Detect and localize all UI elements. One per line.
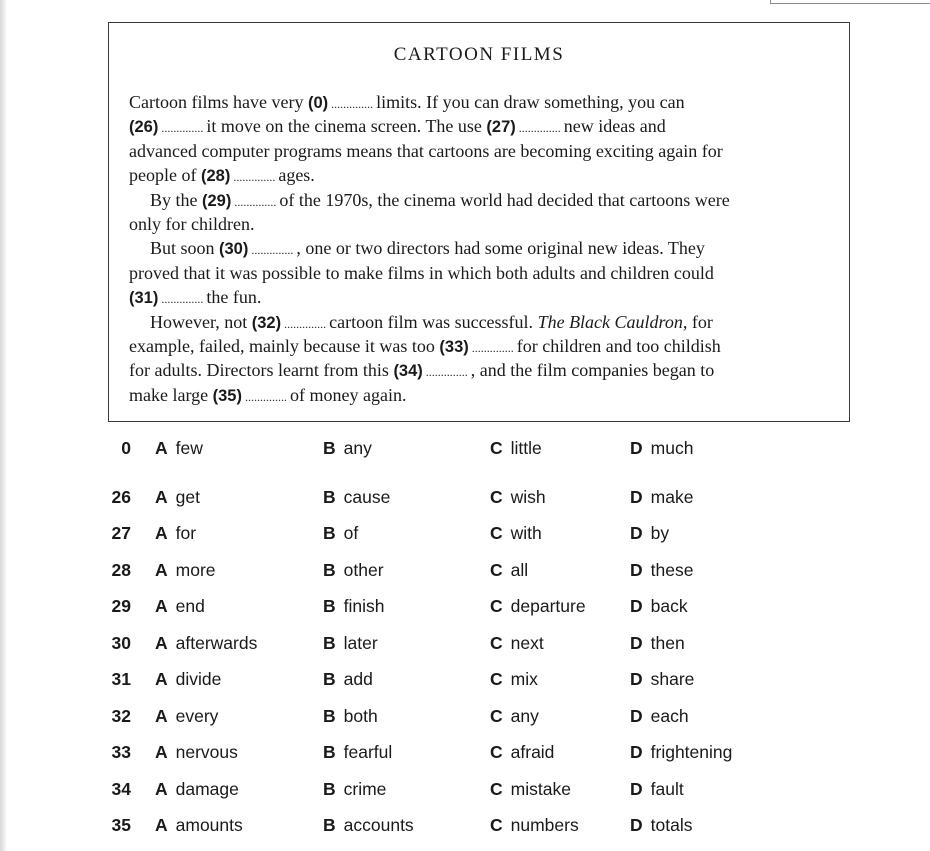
option-letter: B [323, 523, 336, 543]
passage-fragment: example, failed, mainly because it was too [129, 335, 440, 356]
option-letter: C [490, 669, 503, 689]
passage-fragment: But soon [150, 238, 220, 259]
option-letter: B [323, 779, 336, 799]
option-word: totals [650, 815, 693, 835]
option-letter: A [155, 815, 168, 835]
option-d[interactable] [630, 779, 684, 800]
option-letter: B [323, 560, 336, 580]
option-word: share [650, 669, 695, 689]
passage-fragment: , for [682, 311, 713, 332]
option-word: crime [343, 779, 387, 799]
option-row [0, 487, 930, 513]
option-letter: D [630, 523, 643, 543]
option-letter: A [155, 669, 168, 689]
passage-line [129, 188, 839, 212]
option-letter: D [630, 487, 643, 507]
option-letter: A [155, 560, 168, 580]
question-number: 27 [111, 523, 131, 543]
option-b[interactable] [323, 815, 414, 836]
option-a[interactable] [155, 487, 200, 508]
option-c[interactable] [490, 633, 544, 654]
option-c[interactable] [490, 596, 586, 617]
option-d[interactable] [630, 706, 689, 727]
option-letter: A [155, 487, 168, 507]
option-c[interactable] [490, 438, 542, 459]
option-d[interactable] [630, 742, 732, 763]
option-d[interactable] [630, 669, 694, 690]
passage-fragment: , and the film companies began to [470, 360, 715, 381]
option-b[interactable] [323, 706, 378, 727]
option-letter: C [490, 596, 503, 616]
question-number: 33 [111, 742, 131, 762]
option-letter: C [490, 633, 503, 653]
option-word: later [343, 633, 378, 653]
option-letter: B [323, 438, 336, 458]
passage-box [108, 22, 850, 422]
film-title: The Black Cauldron [537, 311, 683, 332]
option-word: mix [510, 669, 538, 689]
option-b[interactable] [323, 779, 386, 800]
gap-blank: .............. [328, 97, 377, 111]
option-letter: B [323, 596, 336, 616]
gap-blank: .............. [281, 316, 330, 331]
option-d[interactable] [630, 815, 692, 836]
option-letter: D [630, 438, 643, 458]
option-row [0, 706, 930, 732]
option-word: little [510, 438, 542, 458]
option-word: then [650, 633, 685, 653]
option-word: accounts [343, 815, 414, 835]
option-word: with [510, 523, 542, 543]
option-d[interactable] [630, 633, 685, 654]
option-a[interactable] [155, 779, 239, 800]
option-word: all [510, 560, 529, 580]
option-a[interactable] [155, 815, 243, 836]
question-number: 30 [111, 633, 131, 653]
option-letter: C [490, 815, 503, 835]
option-a[interactable] [155, 596, 205, 617]
gap-number: (30) [219, 240, 249, 259]
option-b[interactable] [323, 523, 358, 544]
passage-fragment: ages. [278, 165, 315, 186]
option-d[interactable] [630, 438, 693, 459]
option-word: numbers [510, 815, 579, 835]
option-word: afterwards [175, 633, 258, 653]
passage-fragment: proved that it was possible to make films in which both adults and children could [129, 262, 714, 283]
option-word: afraid [510, 742, 555, 762]
passage-fragment: limits. If you can draw something, you can [376, 92, 685, 112]
gap-blank: .............. [241, 389, 290, 404]
gap-number: (26) [129, 118, 159, 137]
corner-line [770, 0, 930, 4]
option-c[interactable] [490, 560, 528, 581]
gap-blank: .............. [422, 365, 471, 380]
option-word: damage [175, 779, 239, 799]
option-word: departure [510, 596, 586, 616]
option-letter: C [490, 523, 503, 543]
page-title: CARTOON FILMS [393, 44, 565, 65]
option-word: add [343, 669, 373, 689]
option-a[interactable] [155, 633, 257, 654]
passage-fragment: for adults. Directors learnt from this [129, 360, 394, 381]
option-a[interactable] [155, 706, 218, 727]
question-number: 31 [111, 669, 131, 689]
passage-fragment: the fun. [206, 287, 262, 308]
option-letter: A [155, 742, 168, 762]
option-word: of [343, 523, 359, 543]
passage-line [129, 114, 839, 138]
passage-fragment: of the 1970s, the cinema world had decided that cartoons were [279, 189, 730, 210]
option-word: fault [650, 779, 684, 799]
passage-line [129, 139, 839, 163]
option-letter: D [630, 669, 643, 689]
option-a[interactable] [155, 438, 203, 459]
gap-number: (31) [129, 289, 159, 308]
passage-line [129, 310, 839, 334]
option-word: get [175, 487, 200, 507]
question-number: 34 [111, 779, 131, 799]
gap-number: (35) [212, 386, 242, 405]
passage-line [129, 334, 839, 358]
passage-fragment: , one or two directors had some original new ideas. They [296, 238, 705, 259]
option-c[interactable] [490, 815, 579, 836]
gap-blank: .............. [248, 243, 297, 258]
option-c[interactable] [490, 742, 554, 763]
option-letter: B [323, 815, 336, 835]
option-a[interactable] [155, 742, 238, 763]
passage-fragment: people of [129, 165, 201, 186]
passage-fragment: only for children. [129, 213, 255, 234]
option-c[interactable] [490, 523, 542, 544]
option-letter: B [323, 706, 336, 726]
option-word: end [175, 596, 205, 616]
option-letter: B [323, 633, 336, 653]
passage-line [129, 358, 839, 382]
option-word: fearful [343, 742, 393, 762]
gap-number: (32) [251, 313, 282, 332]
option-letter: A [155, 523, 168, 543]
option-a[interactable] [155, 560, 216, 581]
option-word: nervous [175, 742, 238, 762]
question-number: 29 [111, 596, 131, 616]
option-letter: D [630, 742, 643, 762]
gap-number: (28) [200, 167, 231, 186]
option-b[interactable] [323, 560, 384, 581]
option-b[interactable] [323, 596, 385, 617]
option-b[interactable] [323, 487, 390, 508]
option-word: divide [175, 669, 222, 689]
gap-blank: .............. [468, 340, 517, 355]
passage-line [129, 212, 839, 236]
question-number: 0 [121, 438, 131, 458]
question-number: 26 [111, 487, 131, 507]
option-row [0, 742, 930, 768]
passage-fragment: for children and too childish [516, 335, 721, 356]
passage-line [129, 236, 839, 260]
passage-line [129, 163, 839, 187]
option-row [0, 669, 930, 695]
option-letter: A [155, 596, 168, 616]
option-letter: D [630, 815, 643, 835]
option-letter: C [490, 438, 503, 458]
gap-blank: .............. [231, 194, 280, 209]
passage-line [129, 285, 839, 309]
option-word: both [343, 706, 378, 726]
option-d[interactable] [630, 523, 669, 544]
option-c[interactable] [490, 706, 539, 727]
option-letter: D [630, 633, 643, 653]
gap-blank: .............. [515, 121, 564, 136]
passage-fragment: of money again. [289, 384, 407, 405]
option-word: more [175, 560, 216, 580]
option-d[interactable] [630, 596, 688, 617]
option-letter: D [630, 779, 643, 799]
option-letter: D [630, 706, 643, 726]
option-word: wish [510, 487, 546, 507]
option-b[interactable] [323, 669, 373, 690]
option-letter: B [323, 487, 336, 507]
option-c[interactable] [490, 779, 571, 800]
question-number: 35 [111, 815, 131, 835]
option-letter: C [490, 560, 503, 580]
option-b[interactable] [323, 438, 372, 459]
option-row [0, 438, 930, 464]
option-word: back [650, 596, 688, 616]
passage-fragment: make large [129, 384, 213, 405]
gap-blank: .............. [158, 121, 207, 136]
option-word: these [650, 560, 694, 580]
option-row [0, 779, 930, 805]
passage-text [129, 90, 839, 407]
option-row [0, 560, 930, 586]
option-a[interactable] [155, 523, 196, 544]
option-word: for [175, 523, 197, 543]
option-letter: A [155, 633, 168, 653]
option-c[interactable] [490, 487, 546, 508]
option-row [0, 633, 930, 659]
option-word: any [510, 706, 539, 726]
option-b[interactable] [323, 633, 378, 654]
option-word: next [510, 633, 544, 653]
option-d[interactable] [630, 487, 693, 508]
option-row [0, 815, 930, 841]
option-word: few [175, 438, 203, 458]
option-d[interactable] [630, 560, 693, 581]
option-word: other [343, 560, 384, 580]
option-letter: D [630, 596, 643, 616]
option-word: much [650, 438, 694, 458]
question-number: 32 [111, 706, 131, 726]
passage-fragment: Cartoon films have very [129, 92, 308, 112]
option-word: each [650, 706, 689, 726]
passage-fragment: However, not [150, 311, 252, 332]
option-letter: A [155, 779, 168, 799]
option-word: every [175, 706, 219, 726]
option-letter: A [155, 438, 168, 458]
option-letter: C [490, 779, 503, 799]
option-row [0, 523, 930, 549]
option-c[interactable] [490, 669, 538, 690]
passage-fragment: advanced computer programs means that cartoons are becoming exciting again for [129, 140, 723, 161]
gap-number: (33) [439, 337, 469, 356]
option-letter: D [630, 560, 643, 580]
option-letter: B [323, 669, 336, 689]
option-word: cause [343, 487, 391, 507]
passage-fragment: new ideas and [563, 116, 666, 137]
option-letter: B [323, 742, 336, 762]
option-word: amounts [175, 815, 243, 835]
gap-blank: .............. [230, 170, 279, 185]
option-letter: C [490, 706, 503, 726]
option-word: any [343, 438, 372, 458]
option-word: make [650, 487, 694, 507]
option-row [0, 596, 930, 622]
passage-line [129, 383, 839, 407]
question-number: 28 [111, 560, 131, 580]
option-a[interactable] [155, 669, 221, 690]
option-letter: C [490, 742, 503, 762]
gap-number: (34) [393, 362, 423, 381]
option-word: finish [343, 596, 385, 616]
option-b[interactable] [323, 742, 392, 763]
passage-fragment: it move on the cinema screen. The use [206, 116, 487, 137]
option-letter: A [155, 706, 168, 726]
passage-fragment: By the [150, 189, 202, 210]
gap-number: (27) [486, 118, 516, 137]
passage-line [129, 90, 839, 114]
option-word: mistake [510, 779, 571, 799]
option-word: frightening [650, 742, 733, 762]
gap-number: (29) [202, 191, 232, 210]
gap-number: (0) [307, 94, 329, 112]
option-letter: C [490, 487, 503, 507]
gap-blank: .............. [158, 292, 207, 307]
passage-line [129, 261, 839, 285]
passage-fragment: cartoon film was successful. [329, 311, 538, 332]
option-word: by [650, 523, 670, 543]
